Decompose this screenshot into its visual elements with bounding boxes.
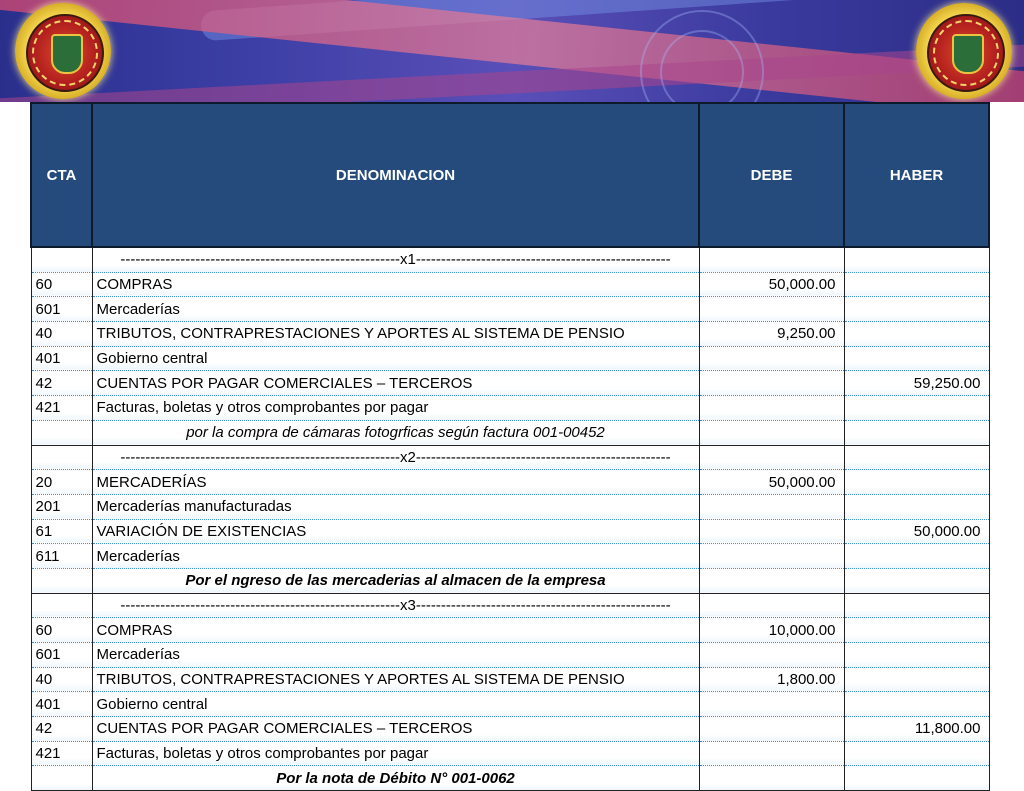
account-name: Mercaderías <box>92 544 699 569</box>
credit-amount <box>844 322 989 347</box>
account-name: Facturas, boletas y otros comprobantes por pagar <box>92 396 699 421</box>
debit-amount: 50,000.00 <box>699 470 844 495</box>
credit-amount: 59,250.00 <box>844 371 989 396</box>
account-code: 601 <box>31 297 92 322</box>
table-row <box>31 692 989 717</box>
table-row <box>31 371 989 396</box>
account-code: 60 <box>31 272 92 297</box>
table-row <box>31 618 989 643</box>
credit-amount: 50,000.00 <box>844 519 989 544</box>
account-code: 601 <box>31 643 92 668</box>
account-code: 421 <box>31 741 92 766</box>
debe-cell <box>699 247 844 272</box>
debe-cell <box>699 445 844 470</box>
cta-cell <box>31 247 92 272</box>
entry-description: Por el ngreso de las mercaderias al almacen de la empresa <box>92 568 699 593</box>
table-header-row <box>31 103 989 247</box>
table-row <box>31 396 989 421</box>
account-code: 42 <box>31 717 92 742</box>
credit-amount <box>844 494 989 519</box>
table-row <box>31 643 989 668</box>
account-name: TRIBUTOS, CONTRAPRESTACIONES Y APORTES AL SISTEMA DE PENSIO <box>92 667 699 692</box>
haber-cell <box>844 766 989 791</box>
table-row <box>31 667 989 692</box>
entry-description-row <box>31 420 989 445</box>
account-code: 60 <box>31 618 92 643</box>
debit-amount <box>699 346 844 371</box>
entry-separator-row <box>31 445 989 470</box>
debit-amount <box>699 544 844 569</box>
haber-cell <box>844 568 989 593</box>
debit-amount: 10,000.00 <box>699 618 844 643</box>
account-name: TRIBUTOS, CONTRAPRESTACIONES Y APORTES AL SISTEMA DE PENSIO <box>92 322 699 347</box>
credit-amount <box>844 544 989 569</box>
haber-cell <box>844 247 989 272</box>
debit-amount <box>699 692 844 717</box>
column-header-debe: DEBE <box>699 103 844 247</box>
journal-table <box>30 102 990 791</box>
account-name: VARIACIÓN DE EXISTENCIAS <box>92 519 699 544</box>
entry-description-row <box>31 766 989 791</box>
debit-amount <box>699 297 844 322</box>
debe-cell <box>699 420 844 445</box>
entry-separator-row <box>31 247 989 272</box>
account-name: Mercaderías <box>92 643 699 668</box>
credit-amount: 11,800.00 <box>844 717 989 742</box>
entry-separator: --------------------------------------------------------x1--------------------------------------------------- <box>92 247 699 272</box>
entry-separator-row <box>31 593 989 618</box>
table-row <box>31 297 989 322</box>
entry-separator: --------------------------------------------------------x3--------------------------------------------------- <box>92 593 699 618</box>
debit-amount <box>699 371 844 396</box>
entry-separator: --------------------------------------------------------x2--------------------------------------------------- <box>92 445 699 470</box>
table-row <box>31 741 989 766</box>
debit-amount <box>699 717 844 742</box>
account-name: MERCADERÍAS <box>92 470 699 495</box>
table-row <box>31 519 989 544</box>
credit-amount <box>844 396 989 421</box>
debit-amount <box>699 494 844 519</box>
account-code: 40 <box>31 667 92 692</box>
column-header-cta: CTA <box>31 103 92 247</box>
table-row <box>31 346 989 371</box>
cta-cell <box>31 766 92 791</box>
debit-amount <box>699 396 844 421</box>
account-code: 61 <box>31 519 92 544</box>
account-name: COMPRAS <box>92 272 699 297</box>
account-code: 40 <box>31 322 92 347</box>
entry-description-row <box>31 568 989 593</box>
credit-amount <box>844 667 989 692</box>
column-header-haber: HABER <box>844 103 989 247</box>
table-row <box>31 272 989 297</box>
university-seal-right <box>916 3 1012 99</box>
account-code: 201 <box>31 494 92 519</box>
haber-cell <box>844 445 989 470</box>
account-code: 421 <box>31 396 92 421</box>
credit-amount <box>844 272 989 297</box>
debit-amount <box>699 643 844 668</box>
account-name: Mercaderías <box>92 297 699 322</box>
credit-amount <box>844 692 989 717</box>
debit-amount <box>699 741 844 766</box>
entry-description: por la compra de cámaras fotogrficas según factura 001-00452 <box>92 420 699 445</box>
table-row <box>31 470 989 495</box>
header-banner <box>0 0 1024 102</box>
account-code: 611 <box>31 544 92 569</box>
account-name: Gobierno central <box>92 346 699 371</box>
haber-cell <box>844 593 989 618</box>
account-name: Facturas, boletas y otros comprobantes por pagar <box>92 741 699 766</box>
account-code: 401 <box>31 692 92 717</box>
account-code: 42 <box>31 371 92 396</box>
account-code: 401 <box>31 346 92 371</box>
account-name: COMPRAS <box>92 618 699 643</box>
debit-amount: 50,000.00 <box>699 272 844 297</box>
credit-amount <box>844 643 989 668</box>
account-name: CUENTAS POR PAGAR COMERCIALES – TERCEROS <box>92 717 699 742</box>
journal-body <box>31 247 989 791</box>
university-seal-left <box>15 3 111 99</box>
account-name: Gobierno central <box>92 692 699 717</box>
cta-cell <box>31 420 92 445</box>
credit-amount <box>844 618 989 643</box>
cta-cell <box>31 445 92 470</box>
table-row <box>31 717 989 742</box>
credit-amount <box>844 297 989 322</box>
entry-description: Por la nota de Débito N° 001-0062 <box>92 766 699 791</box>
account-name: CUENTAS POR PAGAR COMERCIALES – TERCEROS <box>92 371 699 396</box>
table-row <box>31 322 989 347</box>
account-name: Mercaderías manufacturadas <box>92 494 699 519</box>
haber-cell <box>844 420 989 445</box>
debit-amount: 1,800.00 <box>699 667 844 692</box>
table-row <box>31 544 989 569</box>
debe-cell <box>699 593 844 618</box>
debit-amount <box>699 519 844 544</box>
credit-amount <box>844 346 989 371</box>
cta-cell <box>31 568 92 593</box>
credit-amount <box>844 470 989 495</box>
debe-cell <box>699 766 844 791</box>
cta-cell <box>31 593 92 618</box>
credit-amount <box>844 741 989 766</box>
account-code: 20 <box>31 470 92 495</box>
debit-amount: 9,250.00 <box>699 322 844 347</box>
table-row <box>31 494 989 519</box>
debe-cell <box>699 568 844 593</box>
column-header-denominacion: DENOMINACION <box>92 103 699 247</box>
